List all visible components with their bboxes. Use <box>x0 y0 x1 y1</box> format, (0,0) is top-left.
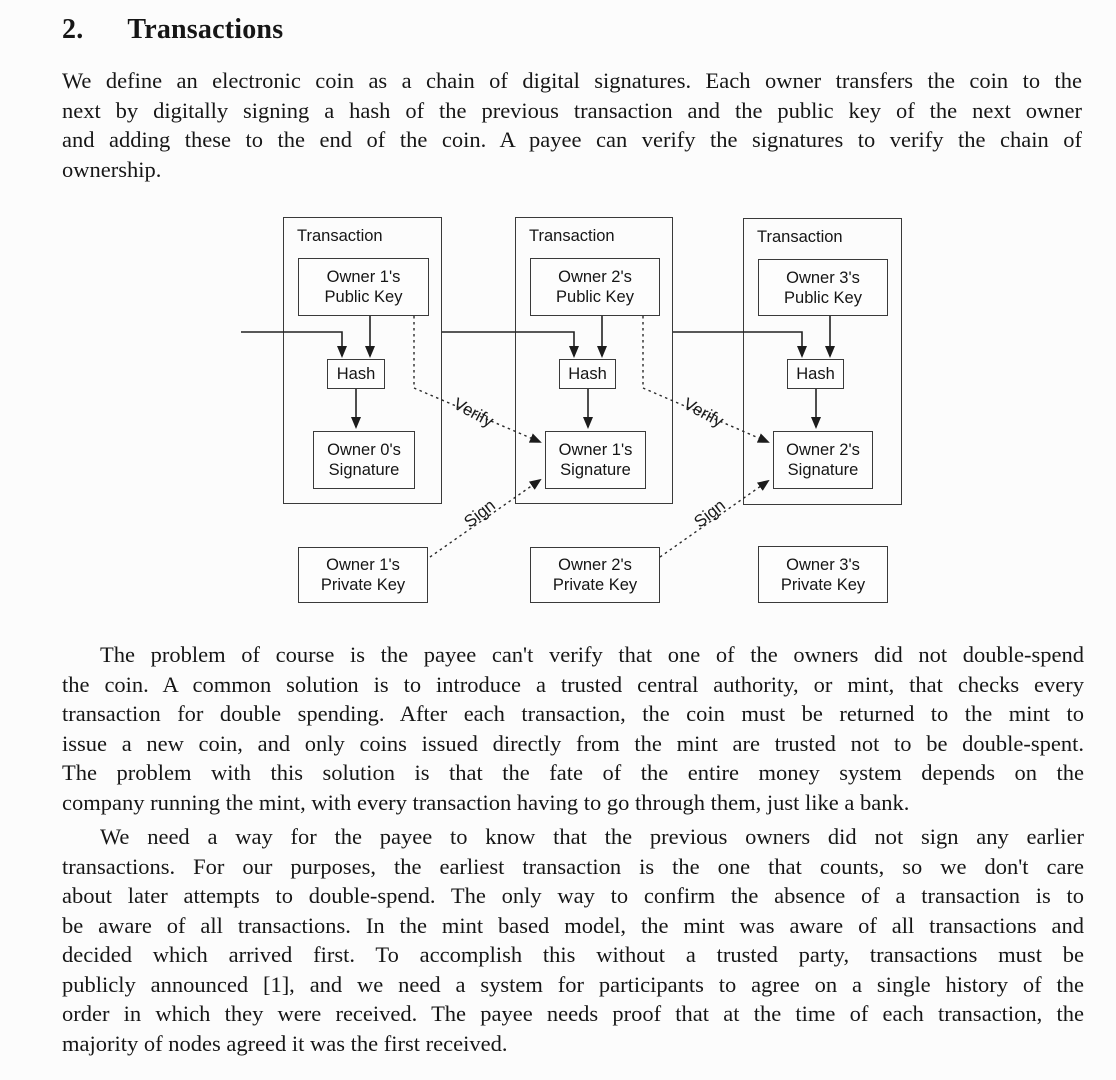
hash-box-2 <box>559 359 616 389</box>
public-key-owner-1: Owner 1's <box>326 268 401 286</box>
sign-label-1: Sign <box>460 495 499 532</box>
signature-owner-1: Owner 0's <box>327 441 401 459</box>
transaction-label-3: Transaction <box>757 228 843 246</box>
text-line: We need a way for the payee to know that the previous owners did not sign any earlier <box>100 824 1084 849</box>
transaction-label-1: Transaction <box>297 227 383 245</box>
signature-box-2 <box>545 431 646 489</box>
private-key-text-1: Private Key <box>320 576 406 594</box>
public-key-box-2 <box>530 258 660 316</box>
verify-label-2: Verify <box>680 394 727 431</box>
text-line: transactions. For our purposes, the earliest transaction is the one that counts, so we don't care <box>62 853 1084 879</box>
private-key-box-2 <box>530 547 660 603</box>
public-key-text-3: Public Key <box>784 288 862 307</box>
public-key-owner-2: Owner 2's <box>558 268 632 286</box>
paragraph-3 <box>62 822 1084 1058</box>
section-title: Transactions <box>127 14 284 45</box>
private-key-box-3 <box>758 546 888 603</box>
text-line: We define an electronic coin as a chain of digital signatures. Each owner transfers the coin to the <box>62 68 1082 93</box>
text-line: The problem of course is the payee can't verify that one of the owners did not double-spend <box>100 642 1084 667</box>
text-line: and adding these to the end of the coin. A payee can verify the signatures to verify the chain of <box>62 127 1082 152</box>
public-key-text-2: Public Key <box>556 288 634 306</box>
paragraph-2 <box>62 640 1084 817</box>
text-line: company running the mint, with every transaction having to go through them, just like a bank. <box>62 789 910 815</box>
public-key-box-3 <box>758 259 888 316</box>
signature-text-2: Signature <box>560 461 631 479</box>
public-key-owner-3: Owner 3's <box>786 268 860 287</box>
text-line: issue a new coin, and only coins issued directly from the mint are trusted not to be double-spent. <box>62 730 1084 756</box>
private-key-owner-1: Owner 1's <box>326 556 400 574</box>
text-line: transaction for double spending. After each transaction, the coin must be returned to the mint to <box>62 701 1084 726</box>
private-key-owner-3: Owner 3's <box>786 555 860 574</box>
public-key-box-1 <box>298 258 429 316</box>
text-line: ownership. <box>62 156 162 182</box>
text-line: decided which arrived first. To accomplish this without a trusted party, transactions must be <box>62 942 1084 967</box>
hash-label-2: Hash <box>568 365 607 383</box>
text-line: about later attempts to double-spend. The only way to confirm the absence of a transaction is to <box>62 883 1084 908</box>
text-line: majority of nodes agreed it was the first received. <box>62 1030 508 1056</box>
text-line: publicly announced [1], and we need a system for participants to agree on a single history of the <box>62 971 1084 997</box>
text-line: the coin. A common solution is to introduce a trusted central authority, or mint, that checks every <box>62 671 1084 697</box>
private-key-box-1 <box>298 547 428 603</box>
signature-box-3 <box>773 431 873 489</box>
hash-box-1 <box>327 359 385 389</box>
public-key-text-1: Public Key <box>324 288 403 306</box>
sign-label-2: Sign <box>690 495 729 532</box>
hash-label-1: Hash <box>336 365 376 383</box>
hash-box-3 <box>787 359 844 389</box>
text-line: be aware of all transactions. In the mint based model, the mint was aware of all transactions and <box>62 912 1084 938</box>
transaction-label-2: Transaction <box>529 227 615 245</box>
signature-owner-2: Owner 1's <box>558 441 633 459</box>
text-line: next by digitally signing a hash of the previous transaction and the public key of the next owner <box>62 97 1082 123</box>
private-key-text-2: Private Key <box>552 576 638 594</box>
verify-label-1: Verify <box>450 394 497 431</box>
text-line: order in which they were received. The payee needs proof that at the time of each transaction, the <box>62 1001 1084 1026</box>
signature-owner-3: Owner 2's <box>786 441 860 459</box>
text-line: The problem with this solution is that the fate of the entire money system depends on the <box>62 760 1084 785</box>
signature-box-1 <box>313 431 415 489</box>
private-key-text-3: Private Key <box>780 575 866 594</box>
section-number: 2. <box>62 14 84 45</box>
private-key-owner-2: Owner 2's <box>558 556 632 574</box>
hash-label-3: Hash <box>796 365 835 383</box>
signature-text-3: Signature <box>787 461 859 479</box>
signature-text-1: Signature <box>328 461 400 479</box>
